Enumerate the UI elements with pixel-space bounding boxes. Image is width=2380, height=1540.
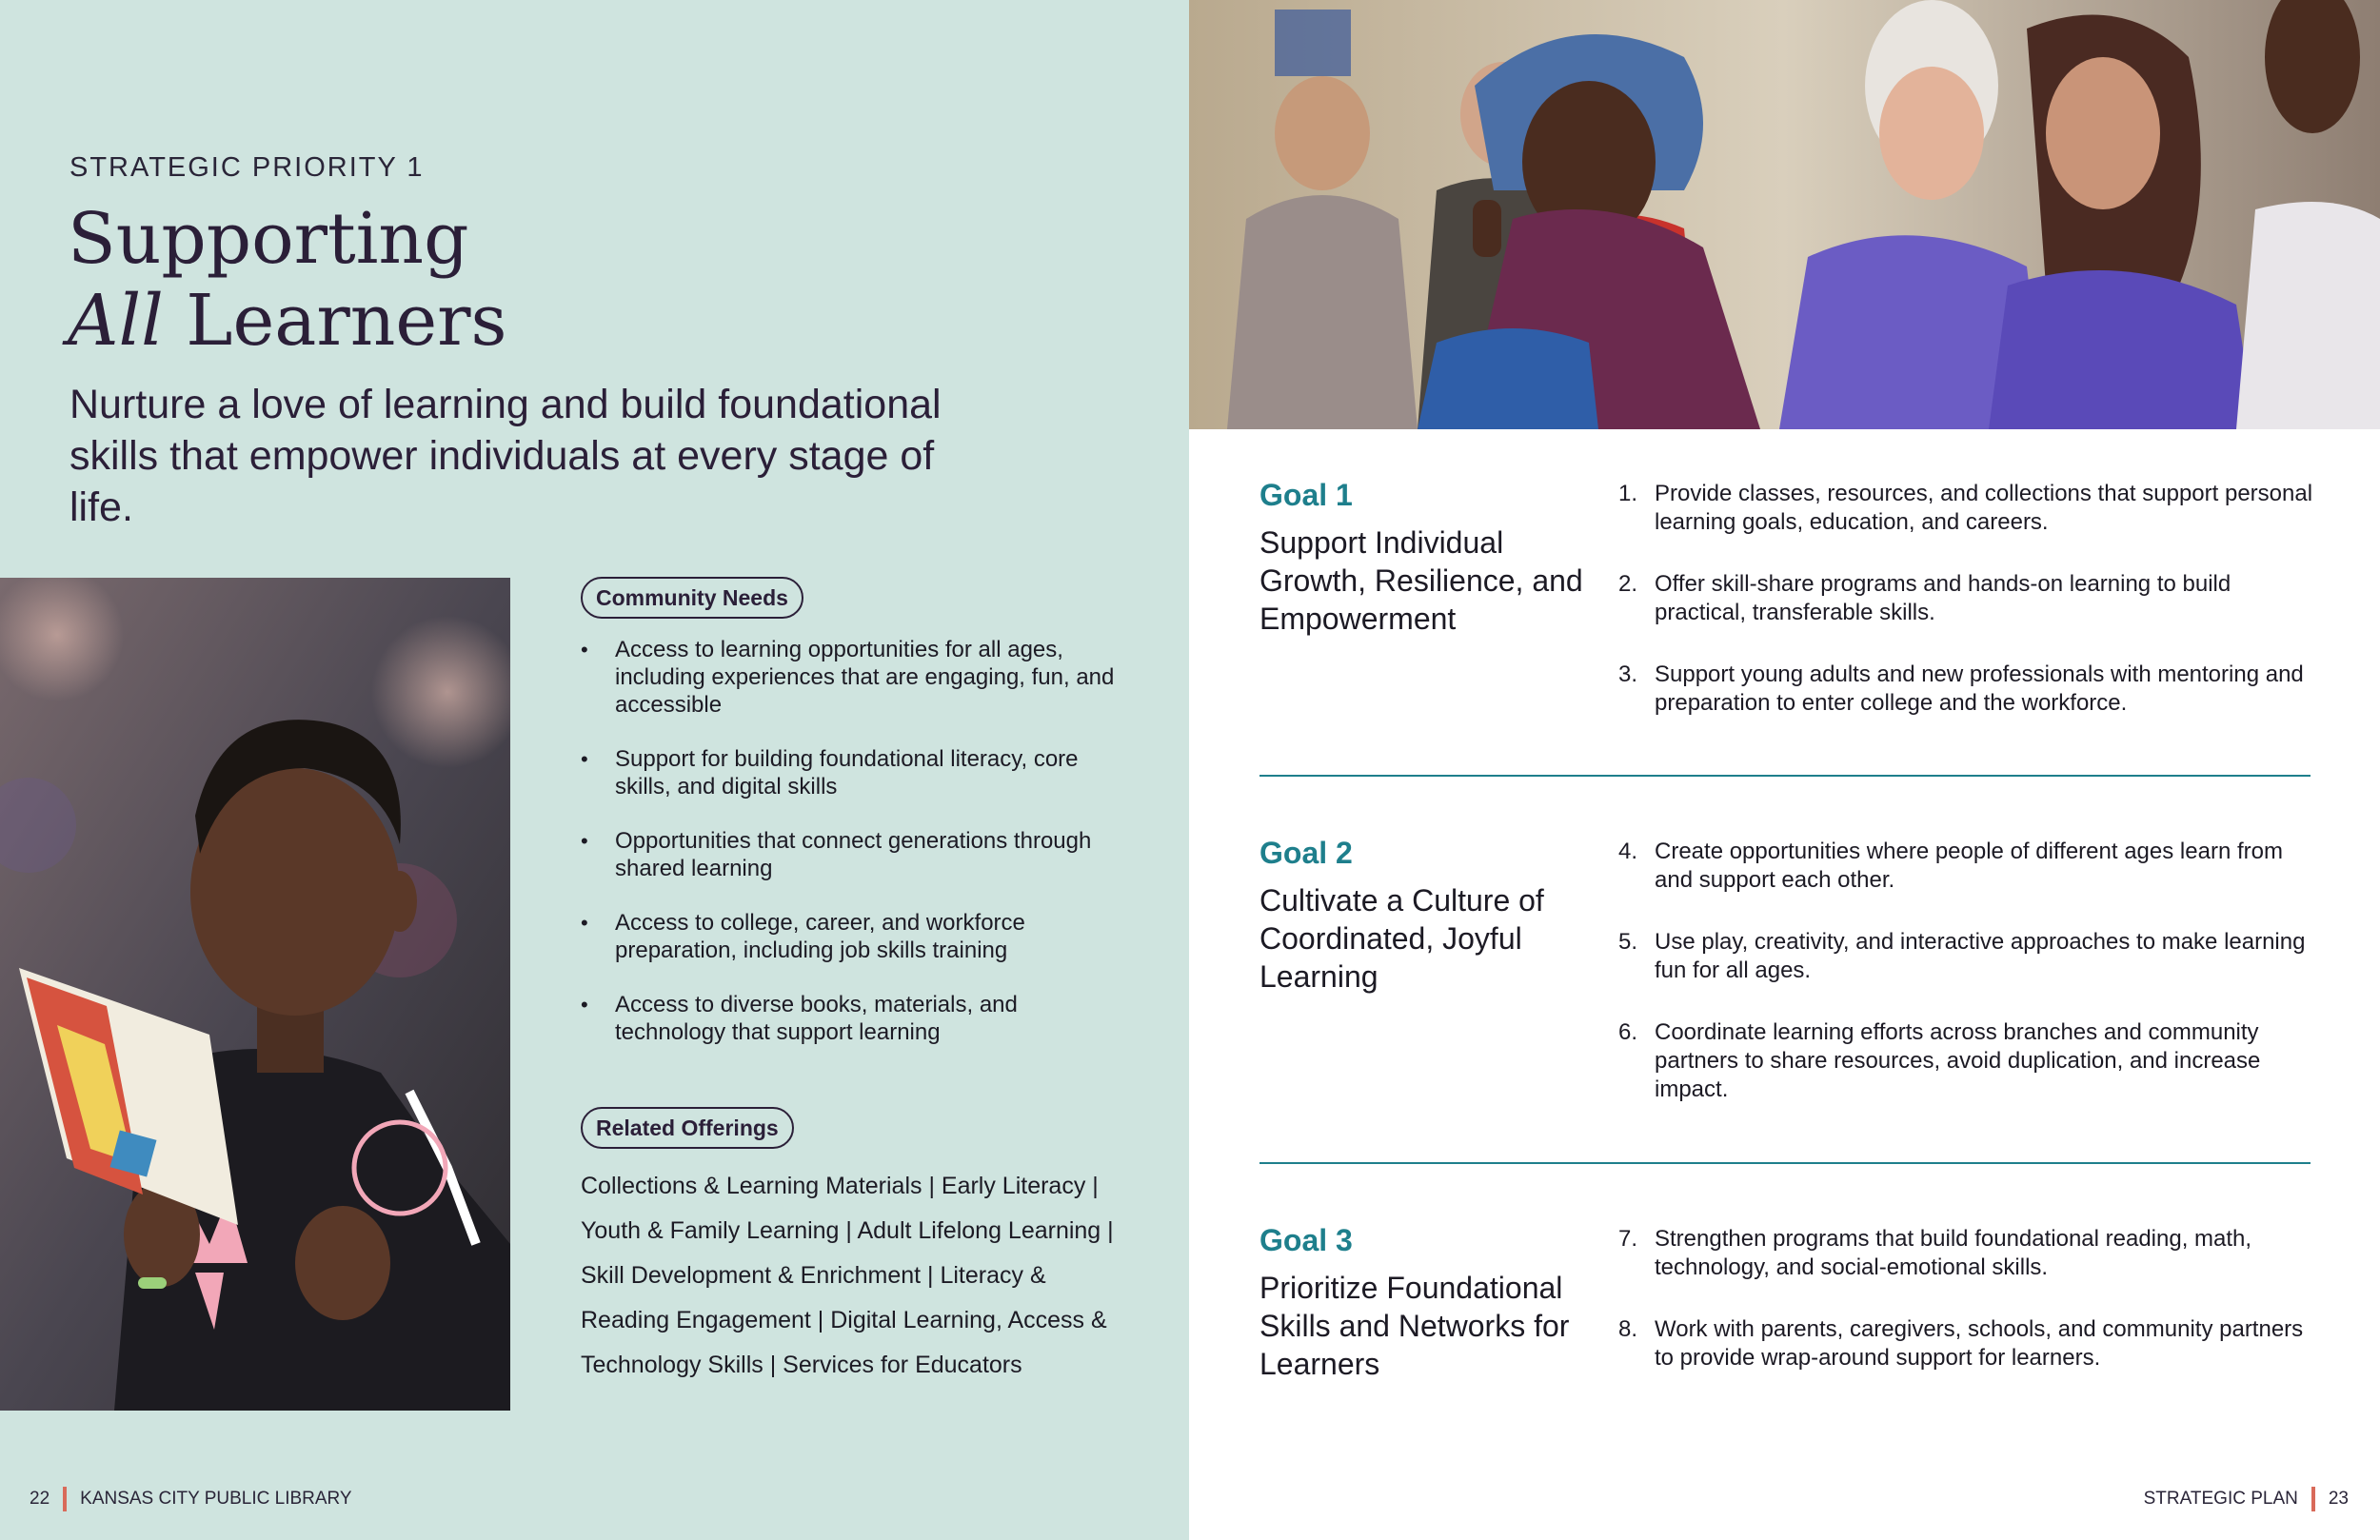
list-item: 3. Support young adults and new professionals with mentoring and preparation to enter college and the workforce. (1618, 661, 2304, 716)
footer-right (2144, 1487, 2349, 1511)
list-item: 1. Provide classes, resources, and collections that support personal learning goals, education, and careers. (1618, 481, 2313, 535)
community-needs-list (581, 636, 1133, 1073)
boy-reading-photo (0, 578, 510, 1411)
right-page (1189, 0, 2380, 1540)
list-item: • Access to college, career, and workforce preparation, including job skills training (581, 909, 1133, 964)
footer-label: KANSAS CITY PUBLIC LIBRARY (80, 1489, 352, 1509)
list-item: • Opportunities that connect generations through shared learning (581, 827, 1133, 882)
page-number: 23 (2328, 1489, 2349, 1509)
related-offerings-text: Collections & Learning Materials | Early Literacy | Youth & Family Learning | Adult Lifelong Learning | Skill Development & Enrichment | Literacy & Reading Engagement | Digital Learning, Access & Technology Skills | Services for Educators (581, 1173, 1114, 1378)
footer-label: STRATEGIC PLAN (2143, 1489, 2298, 1509)
goal-2-title: Cultivate a Culture of Coordinated, Joyful Learning (1259, 883, 1544, 994)
page-title (68, 198, 507, 362)
list-item: • Support for building foundational literacy, core skills, and digital skills (581, 745, 1133, 800)
audience-photo (1189, 0, 2380, 429)
list-item: 7. Strengthen programs that build foundational reading, math, technology, and social-emotional skills. (1618, 1226, 2252, 1280)
list-item: • Access to diverse books, materials, and technology that support learning (581, 991, 1133, 1046)
priority-eyebrow: STRATEGIC PRIORITY 1 (69, 152, 425, 183)
list-item: 5. Use play, creativity, and interactive approaches to make learning fun for all ages. (1618, 929, 2306, 983)
goal-1-list (1618, 480, 2323, 751)
goal-divider (1259, 775, 2311, 777)
goal-divider (1259, 1162, 2311, 1164)
goal-2-label: Goal 2 (1259, 836, 1353, 870)
left-page (0, 0, 1189, 1540)
community-needs-label: Community Needs (581, 577, 803, 619)
goal-2-list (1618, 838, 2323, 1137)
goal-1-label: Goal 1 (1259, 478, 1353, 512)
list-item: 4. Create opportunities where people of different ages learn from and support each other. (1618, 839, 2283, 893)
goal-3-list (1618, 1225, 2323, 1406)
footer-divider (2311, 1487, 2315, 1511)
goal-3-title: Prioritize Foundational Skills and Networks for Learners (1259, 1271, 1570, 1381)
footer-left (30, 1487, 352, 1511)
title-rest: Learners (163, 280, 507, 362)
list-item: 8. Work with parents, caregivers, schools, and community partners to provide wrap-around support for learners. (1618, 1316, 2304, 1371)
title-italic-word: All (68, 280, 164, 362)
list-item: 6. Coordinate learning efforts across branches and community partners to share resources, avoid duplication, and increase impact. (1618, 1019, 2261, 1102)
goal-1-title: Support Individual Growth, Resilience, and Empowerment (1259, 525, 1583, 636)
page-number: 22 (30, 1489, 50, 1509)
priority-subtitle: Nurture a love of learning and build foundational skills that empower individuals at every stage of life. (69, 382, 942, 530)
list-item: 2. Offer skill-share programs and hands-on learning to build practical, transferable skills. (1618, 571, 2231, 625)
footer-divider (63, 1487, 67, 1511)
goal-3-label: Goal 3 (1259, 1223, 1353, 1257)
title-line-1: Supporting (68, 198, 469, 280)
related-offerings-label: Related Offerings (581, 1107, 794, 1149)
list-item: • Access to learning opportunities for all ages, including experiences that are engaging, fun, and accessible (581, 636, 1133, 719)
